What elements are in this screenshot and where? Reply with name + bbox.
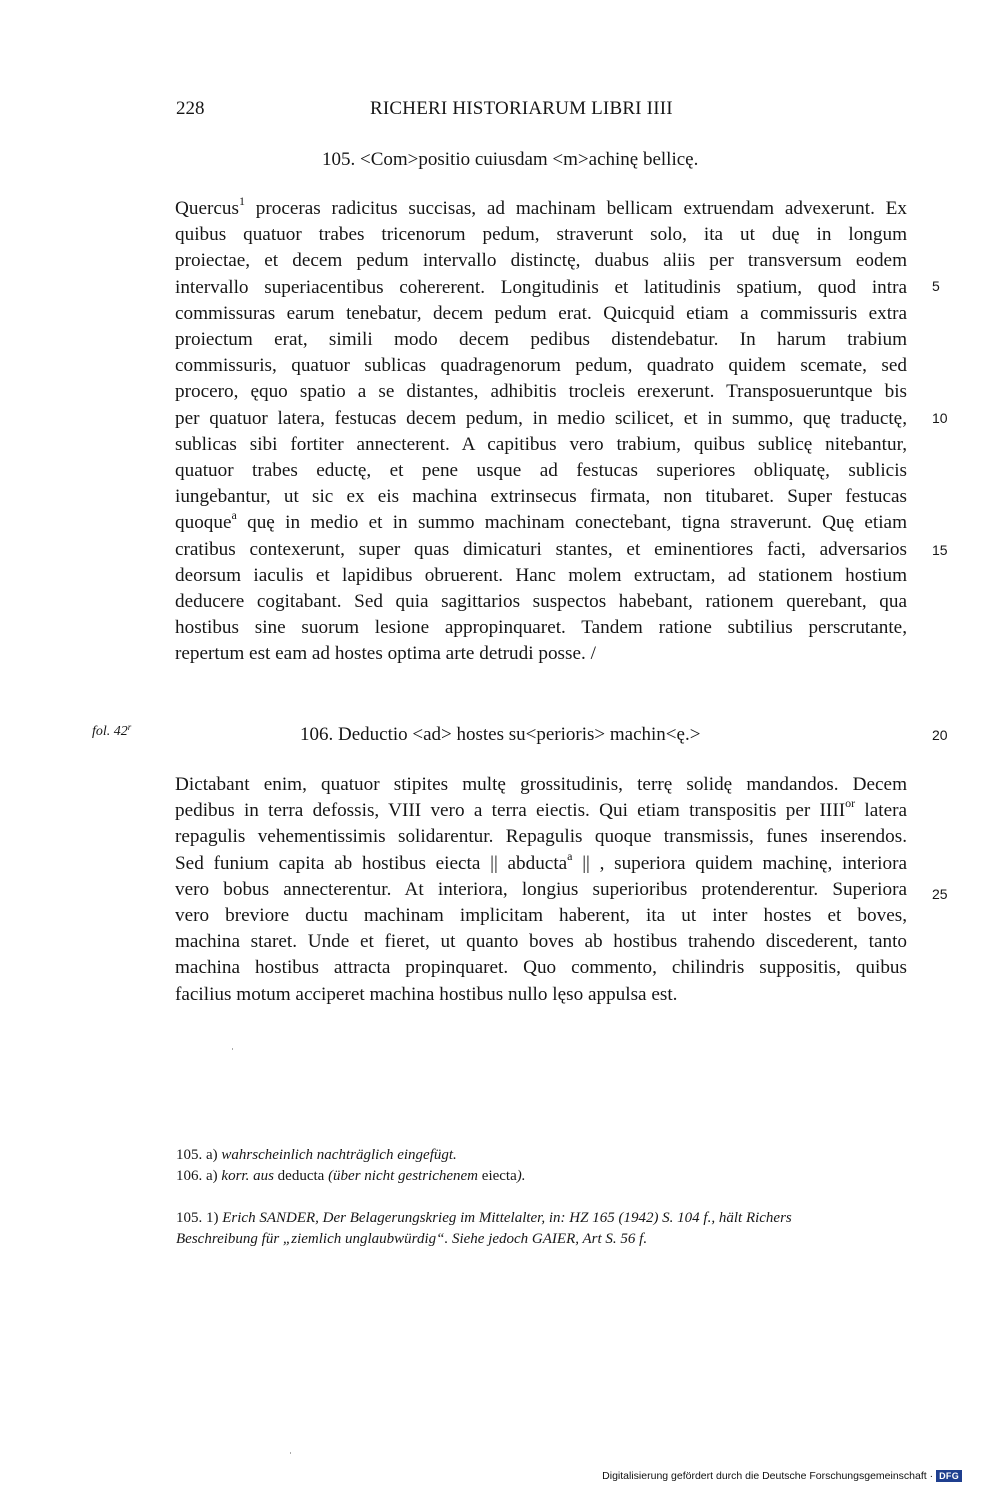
footnote-marker: or <box>845 796 856 811</box>
text-run: deducere cogitabant. Sed quia sagittarios suspectos habebant, rationem querebant, qua <box>175 591 907 613</box>
text-run: || , superiora quidem machinę, interiora <box>572 852 907 874</box>
text-line <box>175 196 907 222</box>
folio-reference <box>92 724 131 740</box>
text-line <box>175 982 907 1008</box>
note-text-line-2: Beschreibung für „ziemlich unglaubwürdig“. Siehe jedoch GAIER, Art S. 56 f. <box>176 1231 648 1247</box>
note-marker: 1) <box>206 1210 219 1226</box>
note-letter: a) <box>206 1147 218 1163</box>
note-word: deducta <box>277 1168 325 1184</box>
text-line <box>175 248 907 274</box>
text-run: proceras radicitus succisas, ad machinam bellicam extruendam advexerunt. Ex <box>244 198 907 219</box>
text-run: facilius motum acciperet machina hostibus nullo lęso appulsa est. <box>175 983 678 1005</box>
text-line <box>175 432 907 458</box>
text-run: cratibus contexerunt, super quas dimicaturi stantes, et eminentiores facti, adversarios <box>175 538 907 560</box>
text-run: deorsum iaculis et lapidibus obruerent. Hanc molem extructam, ad stationem hostium <box>175 564 907 586</box>
line-number-20: 20 <box>932 727 948 743</box>
text-line <box>175 798 907 824</box>
text-run: sublicas sibi fortiter annecterent. A capitibus vero trabium, quibus sublicę nitebantur, <box>175 433 907 455</box>
text-run: proiectum erat, simili modo decem pedibus distendebatur. In harum trabium <box>175 329 907 351</box>
critical-note-105a <box>176 1145 916 1166</box>
folio-label: fol. 42 <box>92 724 128 739</box>
text-line <box>175 877 907 903</box>
note-suffix: ). <box>516 1168 526 1184</box>
text-line <box>175 510 907 536</box>
note-letter: a) <box>206 1168 218 1184</box>
note-text-line-1: Erich SANDER, Der Belagerungskrieg im Mittelalter, in: HZ 165 (1942) S. 104 f., hält Richers <box>222 1210 792 1226</box>
text-run: repertum est eam ad hostes optima arte detrudi posse. / <box>175 643 596 665</box>
page-number: 228 <box>176 98 205 119</box>
note-number: 106. <box>176 1168 203 1184</box>
text-line <box>175 615 907 641</box>
text-line <box>175 848 907 877</box>
text-run: hostibus sine suorum lesione appropinquaret. Tandem ratione subtilius perscrutante, <box>175 617 907 639</box>
line-number-25: 25 <box>932 886 948 902</box>
speck <box>232 1048 233 1050</box>
text-line <box>175 222 907 248</box>
section-heading-106: 106. Deductio <ad> hostes su<perioris> machin<ę.> <box>300 724 701 745</box>
note-prefix: korr. aus <box>221 1168 274 1184</box>
note-text: wahrscheinlich nachträglich eingefügt. <box>221 1147 457 1163</box>
text-line <box>175 824 907 850</box>
text-run: iungebantur, ut sic ex eis machina extrinsecus firmata, non titubaret. Super festucas <box>175 486 907 508</box>
text-run: vero bobus annecterentur. At interiora, longius superioribus protenderentur. Superiora <box>175 878 907 900</box>
line-number-5: 5 <box>932 278 940 294</box>
critical-note-106a <box>176 1166 916 1187</box>
text-line <box>175 406 907 432</box>
text-run: Quercus <box>175 198 239 219</box>
text-run: Sed funium capita ab hostibus eiecta || abducta <box>175 852 568 874</box>
text-run: commissuris, quatuor sublicas quadragenorum pedum, quadrato quidem scemate, sed <box>175 355 907 377</box>
paragraph-106 <box>175 772 907 1008</box>
note-middle: (über nicht gestrichenem <box>328 1168 479 1184</box>
text-line <box>175 301 907 327</box>
text-run: latera <box>855 800 907 822</box>
text-line <box>175 903 907 929</box>
historical-footnotes <box>176 1208 916 1250</box>
text-line <box>175 563 907 589</box>
note-word-2: eiecta <box>481 1168 517 1184</box>
text-run: machina hostibus attracta propinquaret. Quo commento, chilindris suppositis, quibus <box>175 957 907 979</box>
note-number: 105. <box>176 1210 203 1226</box>
text-run: commissuras earum tenebatur, decem pedum erat. Quicquid etiam a commissuris extra <box>175 302 907 324</box>
text-line <box>175 772 907 798</box>
text-line <box>175 275 907 301</box>
text-line <box>175 327 907 353</box>
text-run: procero, ęquo spatio a se distantes, adhibitis trocleis erexerunt. Transposueruntque bis <box>175 381 907 403</box>
digitization-credit <box>602 1470 962 1482</box>
section-heading-105: 105. <Com>positio cuiusdam <m>achinę bellicę. <box>322 149 699 170</box>
text-line <box>175 537 907 563</box>
text-run: proiectae, et decem pedum intervallo distinctę, duabus aliis per transversum eodem <box>175 250 907 272</box>
text-line <box>175 379 907 405</box>
line-number-15: 15 <box>932 542 948 558</box>
dfg-logo: DFG <box>936 1470 962 1482</box>
text-run: per quatuor latera, festucas decem pedum, in medio scilicet, et in summo, quę traductę, <box>175 407 907 429</box>
historical-note-line-1 <box>176 1208 916 1229</box>
text-run: machina staret. Unde et fieret, ut quanto boves ab hostibus trahendo discederent, tanto <box>175 931 907 953</box>
text-line <box>175 353 907 379</box>
line-number-10: 10 <box>932 410 948 426</box>
text-run: quibus quatuor trabes tricenorum pedum, straverunt solo, ita ut duę in longum <box>175 224 907 246</box>
folio-recto-mark: r <box>127 722 132 732</box>
footnote-marker: 1 <box>238 194 245 208</box>
text-run: quatuor trabes eductę, et pene usque ad festucas superiores obliquatę, sublicis <box>175 460 907 482</box>
paragraph-105 <box>175 196 907 668</box>
text-line <box>175 458 907 484</box>
running-head: RICHERI HISTORIARUM LIBRI IIII <box>370 98 673 119</box>
critical-apparatus <box>176 1145 916 1187</box>
text-line <box>175 589 907 615</box>
text-run: quę in medio et in summo machinam conectebant, tigna straverunt. Quę etiam <box>236 512 907 534</box>
text-line <box>175 955 907 981</box>
text-run: intervallo superiacentibus cohererent. Longitudinis et latitudinis spatium, quod intra <box>175 276 907 298</box>
text-run: repagulis vehementissimis solidarentur. Repagulis quoque transmissis, funes inserendos. <box>175 826 907 848</box>
text-run: vero breviore ductu machinam implicitam haberent, ita ut inter hostes et boves, <box>175 905 907 927</box>
text-line <box>175 929 907 955</box>
speck <box>290 1452 291 1454</box>
footnote-marker: a <box>231 508 237 523</box>
text-run: quoque <box>175 512 232 534</box>
credit-text: Digitalisierung gefördert durch die Deutsche Forschungsgemeinschaft · <box>602 1470 934 1482</box>
text-line <box>175 641 907 667</box>
text-run: pedibus in terra defossis, VIII vero a terra eiectis. Qui etiam transpositis per IIII <box>175 800 846 822</box>
note-number: 105. <box>176 1147 203 1163</box>
text-run: Dictabant enim, quatuor stipites multę grossitudinis, terrę solidę mandandos. Decem <box>175 774 907 795</box>
footnote-marker: a <box>567 848 573 863</box>
text-line <box>175 484 907 510</box>
